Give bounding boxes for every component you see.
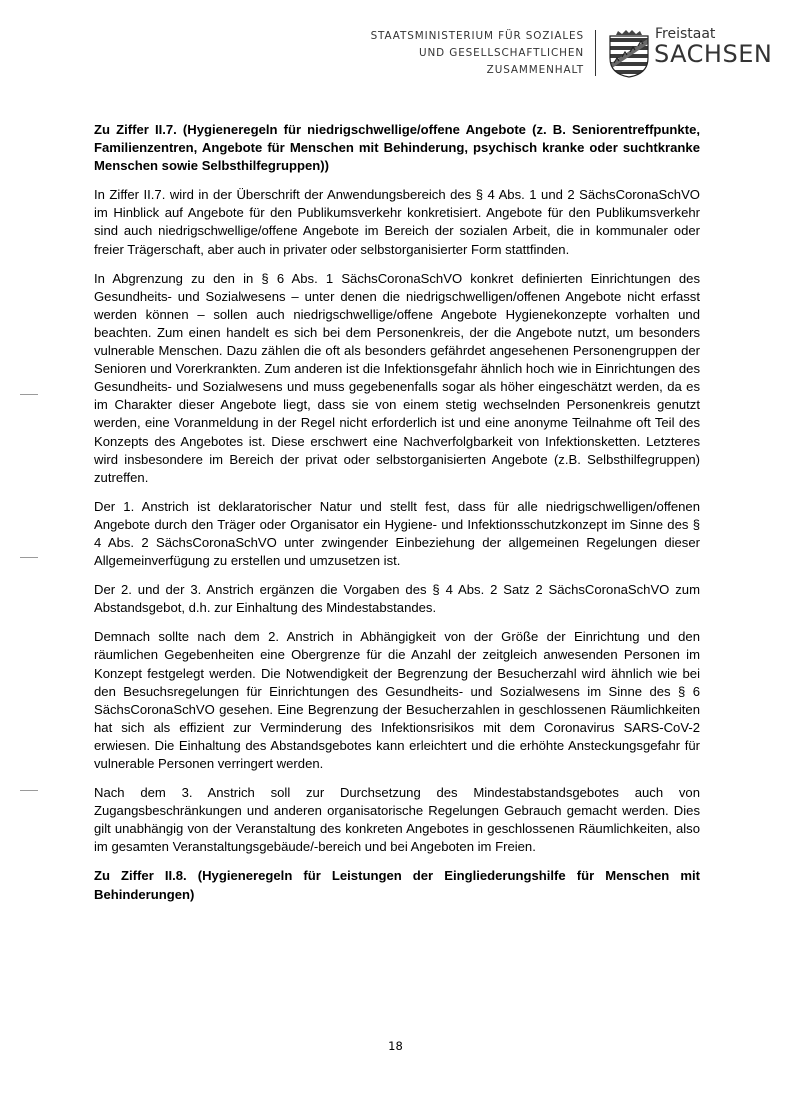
paragraph: Der 2. und der 3. Anstrich ergänzen die Vorgaben des § 4 Abs. 2 Satz 2 SächsCoronaSchVO zum Abstandsgebot, d.h. zur Einhaltung des Mindestabstandes. — [94, 582, 700, 616]
document-body — [94, 121, 700, 915]
margin-mark — [20, 790, 38, 791]
state-label-small: Freistaat — [655, 26, 716, 42]
paragraph: In Ziffer II.7. wird in der Überschrift der Anwendungsbereich des § 4 Abs. 1 und 2 SächsCoronaSchVO im Hinblick auf Angebote für den Publikumsverkehr konkretisiert. Angebote für den Publikumsverkehr sind auch niedrigschwellige/offene Angebote im Bereich der sozialen Arbeit, die in kommunaler oder freier Trägerschaft, aber auch in privater oder selbstorganisierter Form stattfinden. — [94, 187, 700, 257]
paragraph: Nach dem 3. Anstrich soll zur Durchsetzung des Mindestabstandsgebotes auch von Zugangsbeschränkungen und anderen organisatorische Regelungen Gebrauch gemacht werden. Dies gilt unabhängig von der Veranstaltung des konkreten Angebotes in geschlossenen Räumlichkeiten, also im gesamten Veranstaltungsgebäude/-bereich und bei Angeboten im Freien. — [94, 785, 700, 855]
paragraph: Der 1. Anstrich ist deklaratorischer Natur und stellt fest, dass für alle niedrigschwelligen/offenen Angebote durch den Träger oder Organisator ein Hygiene- und Infektionsschutzkonzept im Sinne des § 4 Abs. 2 SächsCoronaSchVO unter zwingender Einbeziehung der allgemeinen Regelungen dieser Allgemeinverfügung zu erstellen und umzusetzen ist. — [94, 498, 700, 569]
state-label-big: SACHSEN — [654, 40, 773, 68]
paragraph: Demnach sollte nach dem 2. Anstrich in Abhängigkeit von der Größe der Einrichtung und den räumlichen Gegebenheiten eine Obergrenze für die Anzahl der zeitgleich anwesenden Personen im Konzept festgelegt werden. Die Notwendigkeit der Begrenzung der Besucherzahl wird ähnlich wie bei den Besuchsregelungen für Einrichtungen des Gesundheits- und Sozialwesens im Sinne des § 6 SächsCoronaSchVO gesehen. Eine Begrenzung der Besucherzahlen in geschlossenen Räumlichkeiten hat sich als effizient zur Verminderung des Infektionsrisikos mit dem Coronavirus SARS-CoV-2 erwiesen. Die Einhaltung des Abstandsgebotes kann erleichtert und die erhöhte Ansteckungsgefahr für vulnerable Personen verringert werden. — [94, 629, 700, 771]
header-divider — [595, 30, 596, 76]
margin-mark — [20, 557, 38, 558]
margin-mark — [20, 394, 38, 395]
ministry-line-1: STAATSMINISTERIUM FÜR SOZIALES — [370, 30, 584, 42]
ministry-line-3: ZUSAMMENHALT — [486, 64, 584, 76]
paragraph: In Abgrenzung zu den in § 6 Abs. 1 SächsCoronaSchVO konkret definierten Einrichtungen des Gesundheits- und Sozialwesens – unter denen die niedrigschwelligen/offenen Angebote nicht erfasst werden können – sollen auch niedrigschwellige/offene Angebote Hygienekonzepte vorhalten und beachten. Zum einen handelt es sich bei dem Personenkreis, der die Angebote nutzt, um besonders vulnerable Menschen. Dazu zählen die oft als besonders gefährdet angesehenen Personengruppen der Senioren und Vorerkrankten. Zum anderen ist die Infektionsgefahr ähnlich hoch wie in Einrichtungen des Gesundheits- und Sozialwesens und muss gegebenenfalls sogar als höher eingeschätzt werden, da es im Charakter dieser Angebote liegt, dass sie von einem stetig wechselnden Personenkreis genutzt werden, eine Voranmeldung in der Regel nicht erforderlich ist und eine anonyme Teilnahme oft Teil des Konzepts des Angebotes ist. Diese erschwert eine Nachverfolgbarkeit von Infektionsketten. Letzteres wird insbesondere im Bereich der privat oder selbstorganisierten Angebote (z.B. Selbsthilfegruppen) zutreffen. — [94, 270, 700, 485]
ministry-name — [330, 28, 584, 79]
saxony-coat-of-arms-icon — [608, 30, 650, 78]
ministry-line-2: UND GESELLSCHAFTLICHEN — [418, 47, 584, 59]
section-heading-ii7: Zu Ziffer II.7. (Hygieneregeln für niedrigschwellige/offene Angebote (z. B. Seniorentreffpunkte, Familienzentren, Angebote für Menschen mit Behinderung, psychisch kranke oder suchtkranke Menschen sowie Selbsthilfegruppen)) — [94, 122, 700, 174]
section-heading-ii8: Zu Ziffer II.8. (Hygieneregeln für Leistungen der Eingliederungshilfe für Menschen mit Behinderungen) — [94, 868, 700, 902]
page-number: 18 — [388, 1039, 403, 1053]
